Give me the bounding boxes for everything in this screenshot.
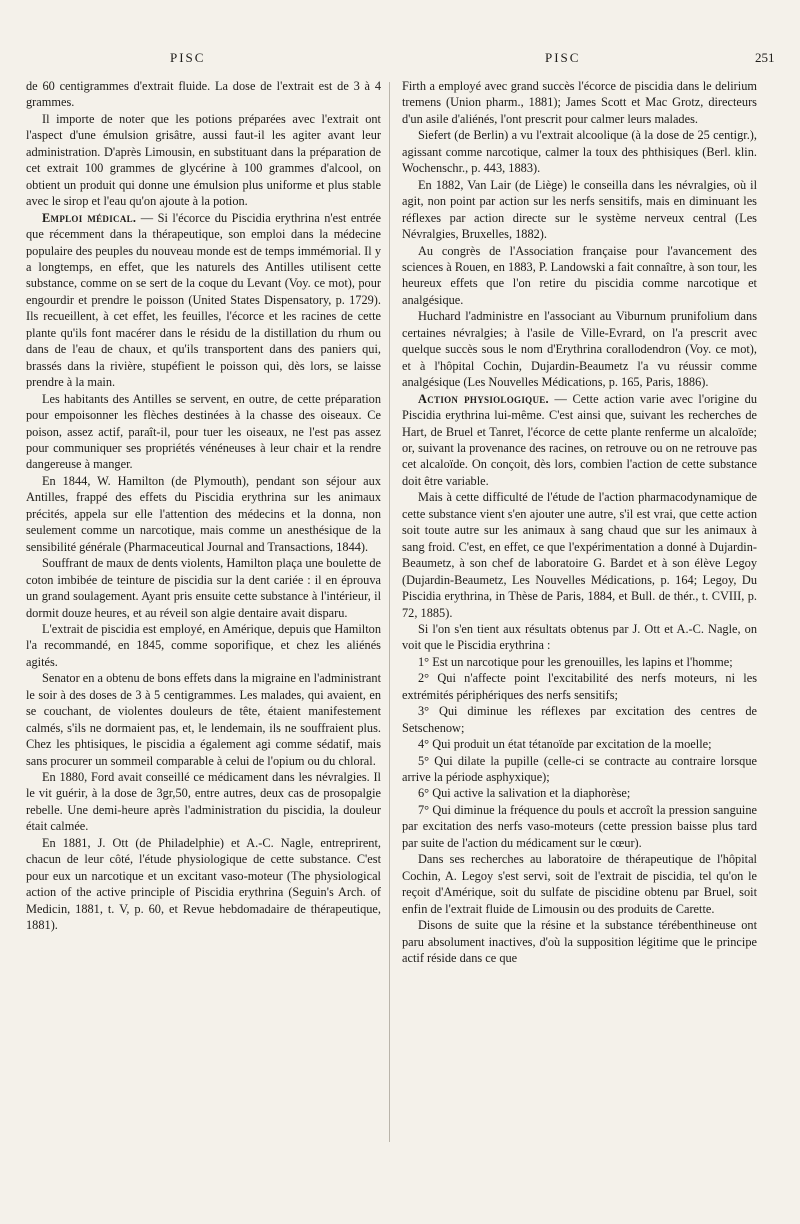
paragraph-text: 2° Qui n'affecte point l'excitabilité des nerfs moteurs, ni les extrémités périphériques des nerfs sensitifs; — [402, 671, 757, 702]
paragraph-text: Souffrant de maux de dents violents, Hamilton plaça une boulette de coton imbibée de teinture de piscidia sur la dent cariée : il en éprouva un grand soulagement. Ayant pris ensuite cette substance à l'intérieur, il dormit douze heures, et au réveil son algie dentaire avait disparu. — [26, 556, 381, 620]
paragraph — [26, 621, 381, 670]
paragraph — [26, 391, 381, 473]
paragraph — [26, 78, 381, 111]
paragraph-text: 3° Qui diminue les réflexes par excitation des centres de Setschenow; — [402, 704, 757, 735]
paragraph-text: 4° Qui produit un état tétanoïde par excitation de la moelle; — [418, 737, 712, 752]
paragraph — [402, 308, 757, 390]
paragraph-text: En 1880, Ford avait conseillé ce médicament dans les névralgies. Il le vit guérir, à la dose de 3gr,50, entre autres, deux cas de prosopalgie rebelle. Une demi-heure après l'administration du piscidia, la douleur était calmée. — [26, 770, 381, 834]
paragraph — [26, 835, 381, 934]
paragraph-text: Dans ses recherches au laboratoire de thérapeutique de l'hôpital Cochin, A. Legoy s'est servi, soit de l'extrait de piscidia, tel qu'on le reçoit d'Amérique, soit du sulfate de piscidine obtenu par Bruel, soit enfin de l'extrait fluide de Limousin ou des produits de Carette. — [402, 852, 757, 916]
paragraph — [402, 753, 757, 786]
paragraph — [26, 473, 381, 555]
paragraph-text: Mais à cette difficulté de l'étude de l'action pharmacodynamique de cette substance vient s'en ajouter une autre, s'il est vrai, que cette action soit toute autre sur les animaux à sang chaud que sur les animaux à sang froid. C'est, en effet, ce que l'expérimentation a donné à Dujardin-Beaumetz, à son chef de laboratoire G. Bardet et à son élève Legoy (Dujardin-Beaumetz, Les Nouvelles Médications, p. 164; Legoy, Du Piscidia erythrina, in Thèse de Paris, 1884, et Bull. de thér., t. CVIII, p. 72, 1885). — [402, 490, 757, 620]
paragraph-text: En 1882, Van Lair (de Liège) le conseilla dans les névralgies, où il agit, non point par action sur les nerfs sensitifs, mais en diminuant les réflexes par action directe sur le système nerveux central (Les Névralgies, Bruxelles, 1882). — [402, 177, 757, 242]
page-number: 251 — [755, 50, 775, 65]
paragraph — [26, 111, 381, 210]
paragraph — [402, 670, 757, 703]
section-paragraph — [26, 210, 381, 391]
column-divider — [389, 82, 390, 1142]
paragraph-text: — Cette action varie avec l'origine du Piscidia erythrina lui-même. C'est ainsi que, suivant les recherches de Hart, de Bruel et Tanret, l'écorce de cette plante renferme un alcaloïde; or, suivant la provenance des racines, on retrouve ou on ne retrouve pas cet alcaloïde. On conçoit, dès lors, combien l'action de cette substance doit être variable. — [402, 391, 757, 488]
paragraph-text: 5° Qui dilate la pupille (celle-ci se contracte au contraire lorsque arrive la période asphyxique); — [402, 753, 757, 785]
paragraph — [402, 489, 757, 621]
paragraph — [402, 736, 757, 752]
paragraph-text: Si l'on s'en tient aux résultats obtenus par J. Ott et A.-C. Nagle, on voit que le Piscidia erythrina : — [402, 621, 757, 653]
paragraph — [26, 769, 381, 835]
running-head-right: PISC — [545, 50, 581, 65]
paragraph-text: Senator en a obtenu de bons effets dans la migraine en l'administrant le soir à des doses de 3 à 5 centigrammes. Les malades, qui avaient, en se couchant, de violentes douleurs de tête, étaient manifestement calmés, s'ils ne dormaient pas, et, le lendemain, ils ne souffraient plus. Chez les phtisiques, le piscidia a également agi comme sédatif, mais sans procurer un sommeil comparable à celui de l'opium ou du chloral. — [26, 671, 381, 768]
section-paragraph — [402, 391, 757, 490]
paragraph — [402, 78, 757, 127]
section-lead: Emploi médical. — [42, 210, 137, 225]
paragraph-text: Huchard l'administre en l'associant au Viburnum prunifolium dans certaines névralgies; à l'asile de Ville-Evrard, on l'a prescrit avec quelque succès sous le nom d'Erythrina corallodendron (Voy. ce mot), et à l'hôpital Cochin, Dujardin-Beaumetz l'a vu réussir comme analgésique (Les Nouvelles Médications, p. 165, Paris, 1886). — [402, 309, 757, 390]
paragraph — [402, 785, 757, 801]
paragraph-text: L'extrait de piscidia est employé, en Amérique, depuis que Hamilton l'a recommandé, en 1845, comme soporifique, et chez les aliénés agités. — [26, 621, 381, 669]
paragraph — [402, 177, 757, 243]
paragraph-text: Firth a employé avec grand succès l'écorce de piscidia dans le delirium tremens (Union pharm., 1881); James Scott et Mac Grotz, directeurs d'un asile d'aliénés, l'ont prescrit pour calmer leurs malades. — [402, 79, 757, 126]
paragraph — [402, 802, 757, 851]
paragraph-text: En 1881, J. Ott (de Philadelphie) et A.-C. Nagle, entreprirent, chacun de leur côté, l'étude physiologique de cette substance. C'est pour eux un narcotique et un excitant vaso-moteur (The physiological action of the active principle of Piscidia erythrina (Seguin's Arch. of Medicin, 1881, t. V, p. 60, et Revue hebdomadaire de thérapeutique, 1881). — [26, 835, 381, 933]
paragraph — [402, 621, 757, 654]
paragraph-text: Disons de suite que la résine et la substance térébenthineuse ont paru absolument inactives, d'où la supposition légitime que le principe actif réside dans ce que — [402, 918, 757, 966]
section-lead: Action physiologique. — [418, 391, 549, 406]
paragraph-text: Siefert (de Berlin) a vu l'extrait alcoolique (à la dose de 25 centigr.), agissant comme narcotique, calmer la toux des phthisiques (Berl. klin. Wochenschr., p. 443, 1883). — [402, 128, 757, 176]
left-column — [26, 78, 381, 934]
paragraph-text: 6° Qui active la salivation et la diaphorèse; — [418, 786, 631, 801]
paragraph-text: 7° Qui diminue la fréquence du pouls et accroît la pression sanguine par excitation des nerfs vaso-moteurs (cette pression baisse plus tard par suite de l'action du médicament sur le cœur). — [402, 802, 757, 850]
paragraph-text: Au congrès de l'Association française pour l'avancement des sciences à Rouen, en 1883, P. Landowski a fait connaître, à son tour, les heureux effets que l'on retire du piscidia comme narcotique et analgésique. — [402, 243, 757, 307]
paragraph-text: 1° Est un narcotique pour les grenouilles, les lapins et l'homme; — [418, 654, 733, 669]
paragraph — [26, 670, 381, 769]
paragraph-text: — Si l'écorce du Piscidia erythrina n'est entrée que récemment dans la thérapeutique, son emploi dans la médecine populaire des peuples du nouveau monde est de temps immémorial. Il y a longtemps, en effet, que les naturels des Antilles utilisent cette substance, comme on se sert de la coque du Levant (Voy. ce mot), pour engourdir et prendre le poisson (United States Dispensatory, p. 1729). Ils recueillent, à cet effet, les feuilles, l'écorce et les racines de cette plante qu'ils font macérer dans le résidu de la distillation du rhum ou dans de l'eau de chaux, et qu'ils transportent dans des paniers qui, brassés dans la rivière, stupéfient le poisson qui, dès lors, se laisse prendre à la main. — [26, 210, 381, 390]
running-head-left: PISC — [170, 50, 206, 65]
paragraph — [402, 917, 757, 966]
paragraph — [402, 243, 757, 309]
paragraph — [402, 654, 757, 670]
paragraph — [402, 127, 757, 176]
paragraph — [402, 851, 757, 917]
paragraph-text: Il importe de noter que les potions préparées avec l'extrait ont l'aspect d'une émulsion grisâtre, aussi faut-il les agiter avant leur administration. D'après Limousin, en substituant dans la préparation de cet extrait 100 grammes de glycérine à 100 grammes d'alcool, on obtient un produit qui donne une émulsion plus uniforme et plus stable avec le sirop et l'eau qu'on ajoute à la potion. — [26, 111, 381, 209]
paragraph-text: Les habitants des Antilles se servent, en outre, de cette préparation pour empoisonner les flèches destinées à la chasse des oiseaux. Ce poison, assez actif, paraît-il, pour tuer les oiseaux, ne l'est pas assez pour communiquer ses propriétés vénéneuses à leur chair et la rendre dangereuse à manger. — [26, 391, 381, 472]
paragraph — [402, 703, 757, 736]
right-column — [402, 78, 757, 966]
paragraph-text: de 60 centigrammes d'extrait fluide. La dose de l'extrait est de 3 à 4 grammes. — [26, 79, 381, 110]
paragraph-text: En 1844, W. Hamilton (de Plymouth), pendant son séjour aux Antilles, frappé des effets du Piscidia erythrina sur les animaux précités, appela sur elle l'attention des médecins et la donna, non seulement comme un narcotique, mais comme un anesthésique de la sensibilité générale (Pharmaceutical Journal and Transactions, 1844). — [26, 473, 381, 554]
paragraph — [26, 555, 381, 621]
